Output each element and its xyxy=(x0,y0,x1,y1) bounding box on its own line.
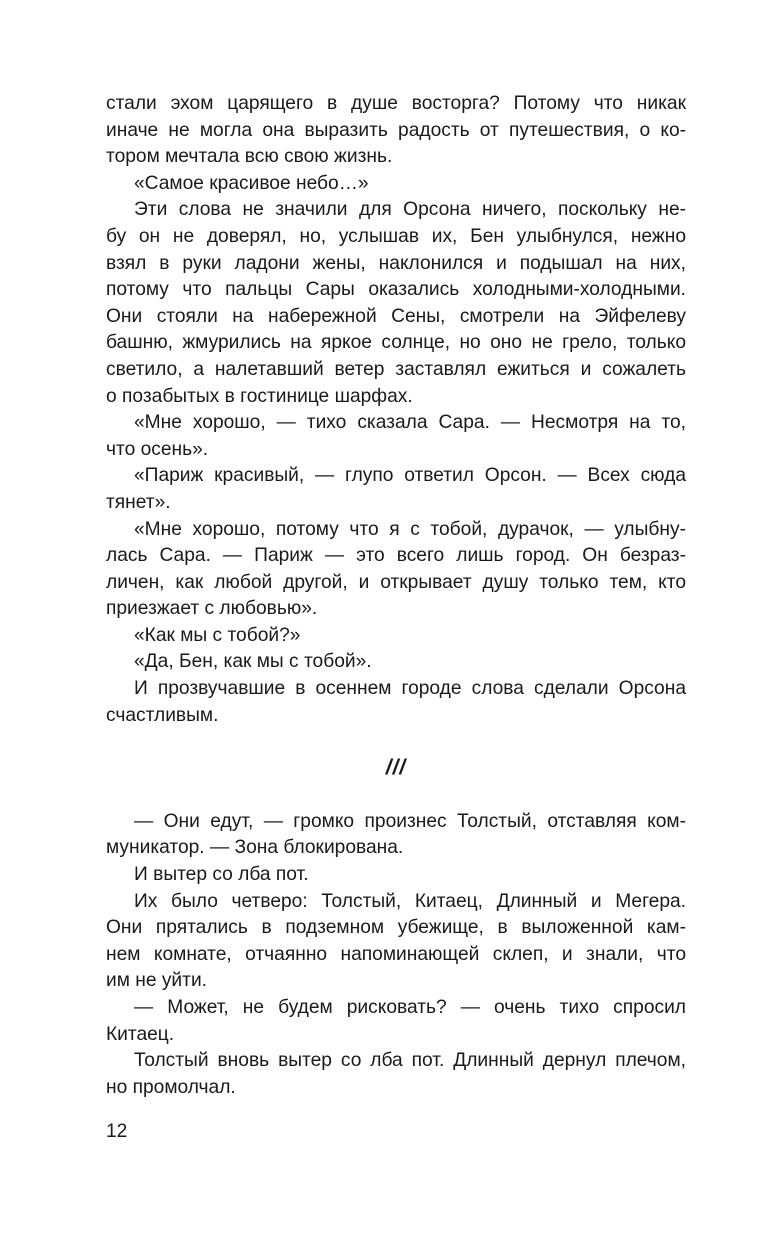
text-line: тянет». xyxy=(106,491,171,513)
text-line: «Мне хорошо, потому что я с тобой, дурачок, — улыбну- xyxy=(134,518,686,540)
text-line: башню, жмурились на яркое солнце, но оно не грело, только xyxy=(106,332,686,354)
text-line: приезжает с любовью». xyxy=(106,598,318,620)
text-line: счастливым. xyxy=(106,704,219,726)
text-line: Толстый вновь вытер со лба пот. Длинный дернул плечом, xyxy=(134,1050,686,1072)
text-line: что осень». xyxy=(106,438,209,460)
text-line: Их было четверо: Толстый, Китаец, Длинный и Мегера. xyxy=(134,890,686,912)
text-line: тором мечтала всю свою жизнь. xyxy=(106,146,393,168)
text-line: иначе не могла она выразить радость от путешествия, о ко- xyxy=(106,119,686,141)
text-line: «Мне хорошо, — тихо сказала Сара. — Несмотря на то, xyxy=(134,412,686,434)
text-line: Китаец. xyxy=(106,1023,175,1045)
text-line: потому что пальцы Сары оказались холодными-холодными. xyxy=(106,279,686,301)
text-line: «Париж красивый, — глупо ответил Орсон. — Всех сюда xyxy=(134,465,686,487)
section-paris xyxy=(106,91,686,729)
text-line: взял в руки ладони жены, наклонился и подышал на них, xyxy=(106,252,686,274)
text-line: Эти слова не значили для Орсона ничего, поскольку не- xyxy=(134,199,686,221)
text-line: личен, как любой другой, и открывает душу только тем, кто xyxy=(106,571,686,593)
text-line: «Да, Бен, как мы с тобой». xyxy=(134,651,372,673)
text-line: — Они едут, — громко произнес Толстый, отставляя ком- xyxy=(134,810,686,832)
text-line: И прозвучавшие в осеннем городе слова сделали Орсона xyxy=(134,678,686,700)
text-line: «Самое красивое небо…» xyxy=(134,172,369,194)
text-line: стали эхом царящего в душе восторга? Потому что никак xyxy=(106,93,686,114)
text-line: «Как мы с тобой?» xyxy=(134,624,301,646)
text-line: им не уйти. xyxy=(106,970,207,992)
text-line: бу он не доверял, но, услышав их, Бен улыбнулся, нежно xyxy=(106,225,686,247)
text-line: Они прятались в подземном убежище, в выложенной кам- xyxy=(106,917,686,939)
text-line: лась Сара. — Париж — это всего лишь город. Он безраз- xyxy=(106,545,686,567)
text-line: муникатор. — Зона блокирована. xyxy=(106,837,404,859)
text-line: — Может, не будем рисковать? — очень тихо спросил xyxy=(134,997,686,1018)
text-line: светило, а налетавший ветер заставлял ежиться и сожалеть xyxy=(106,358,686,380)
text-line: И вытер со лба пот. xyxy=(134,864,309,886)
page-number: 12 xyxy=(106,1121,128,1142)
section-bunker xyxy=(106,809,686,1102)
section-separator: /// xyxy=(385,756,407,780)
text-line: но промолчал. xyxy=(106,1076,236,1098)
text-line: о позабытых в гостинице шарфах. xyxy=(106,385,413,407)
page-body xyxy=(106,91,686,1101)
text-line: Они стояли на набережной Сены, смотрели на Эйфелеву xyxy=(106,305,686,327)
text-line: нем комнате, отчаянно напоминающей склеп, и знали, что xyxy=(106,943,686,965)
